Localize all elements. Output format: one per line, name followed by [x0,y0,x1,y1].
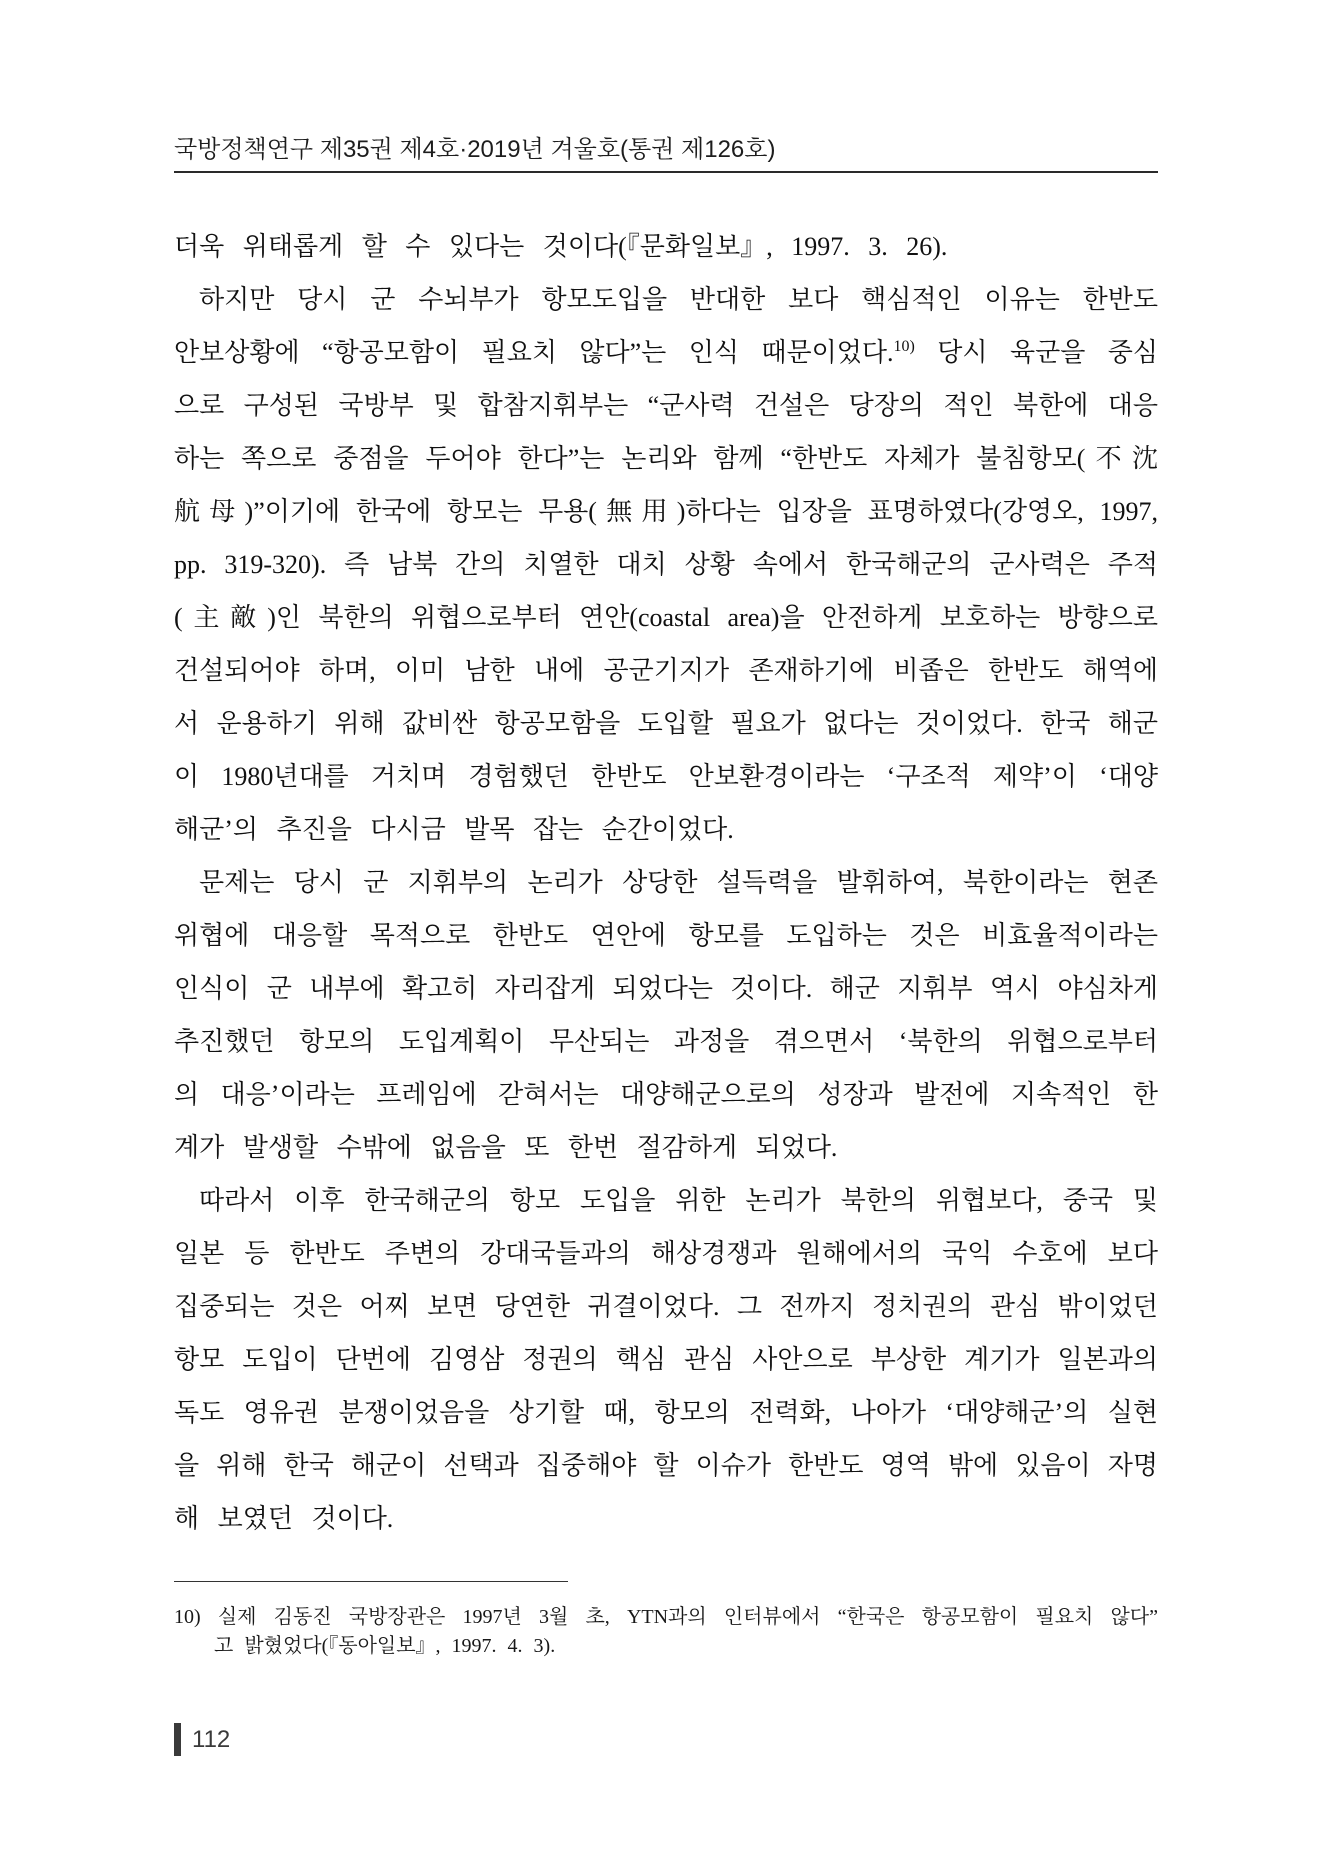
text-line: 건설되어야 하며, 이미 남한 내에 공군기지가 존재하기에 비좁은 한반도 해역에 [174,656,1158,685]
page-number: 112 [192,1726,231,1753]
footnote-reference: 10) [893,338,915,355]
text-line: 따라서 이후 한국해군의 항모 도입을 위한 논리가 북한의 위협보다, 중국 및 [199,1186,1158,1215]
text-line: 으로 구성된 국방부 및 합참지휘부는 “군사력 건설은 당장의 적인 북한에 대응 [174,391,1158,420]
text-line: 하지만 당시 군 수뇌부가 항모도입을 반대한 보다 핵심적인 이유는 한반도 [199,285,1158,314]
text-line: 문제는 당시 군 지휘부의 논리가 상당한 설득력을 발휘하여, 북한이라는 현존 [199,868,1158,897]
text-line: 독도 영유권 분쟁이었음을 상기할 때, 항모의 전력화, 나아가 ‘대양해군’의 실현 [174,1398,1158,1427]
footnote-line: 고 밝혔었다(『동아일보』, 1997. 4. 3). [214,1635,556,1657]
text-line: 계가 발생할 수밖에 없음을 또 한번 절감하게 되었다. [174,1133,838,1162]
footnote-separator [174,1581,568,1582]
paragraph [174,1174,1158,1545]
text-line: 일본 등 한반도 주변의 강대국들과의 해상경쟁과 원해에서의 국익 수호에 보다 [174,1239,1158,1268]
text-line: 더욱 위태롭게 할 수 있다는 것이다(『문화일보』, 1997. 3. 26). [174,232,948,261]
text-line: 의 대응’이라는 프레임에 갇혀서는 대양해군으로의 성장과 발전에 지속적인 한 [174,1080,1158,1109]
text-line [174,326,1158,379]
running-header: 국방정책연구 제35권 제4호·2019년 겨울호(통권 제126호) [174,136,776,163]
page-number-bar [174,1723,181,1756]
footnote [174,1603,1158,1661]
paragraph [174,273,1158,856]
text-line: pp. 319-320). 즉 남북 간의 치열한 대치 상황 속에서 한국해군의 군사력은 주적 [174,550,1158,579]
text-line: 항모 도입이 단번에 김영삼 정권의 핵심 관심 사안으로 부상한 계기가 일본과의 [174,1345,1158,1374]
footnote-number: 10) [174,1606,201,1628]
paragraph [174,220,1158,273]
text-line: 인식이 군 내부에 확고히 자리잡게 되었다는 것이다. 해군 지휘부 역시 야심차게 [174,974,1158,1003]
text-line: 航母)”이기에 한국에 항모는 무용(無用)하다는 입장을 표명하였다(강영오, 1997, [174,497,1158,526]
body-text [174,220,1158,1545]
text-segment: 당시 육군을 중심 [937,338,1159,367]
text-line: 서 운용하기 위해 값비싼 항공모함을 도입할 필요가 없다는 것이었다. 한국 해군 [174,709,1158,738]
text-line: 집중되는 것은 어찌 보면 당연한 귀결이었다. 그 전까지 정치권의 관심 밖이었던 [174,1292,1158,1321]
footnote-text: 실제 김동진 국방장관은 1997년 3월 초, YTN과의 인터뷰에서 “한국은 항공모함이 필요치 않다” [217,1606,1159,1628]
text-line: (主敵)인 북한의 위협으로부터 연안(coastal area)을 안전하게 보호하는 방향으로 [174,603,1158,632]
header-rule [174,171,1158,173]
text-line: 이 1980년대를 거치며 경험했던 한반도 안보환경이라는 ‘구조적 제약’이 ‘대양 [174,762,1158,791]
text-line: 위협에 대응할 목적으로 한반도 연안에 항모를 도입하는 것은 비효율적이라는 [174,921,1158,950]
text-line: 해 보였던 것이다. [174,1504,394,1533]
text-segment: 안보상황에 “항공모함이 필요치 않다”는 인식 때문이었다. [174,338,894,367]
text-line: 해군’의 추진을 다시금 발목 잡는 순간이었다. [174,815,734,844]
paragraph [174,856,1158,1174]
text-line: 을 위해 한국 해군이 선택과 집중해야 할 이슈가 한반도 영역 밖에 있음이 자명 [174,1451,1158,1480]
text-line: 하는 쪽으로 중점을 두어야 한다”는 논리와 함께 “한반도 자체가 불침항모(不沈 [174,444,1158,473]
text-line: 추진했던 항모의 도입계획이 무산되는 과정을 겪으면서 ‘북한의 위협으로부터 [174,1027,1158,1056]
footnote-line [174,1603,1158,1632]
